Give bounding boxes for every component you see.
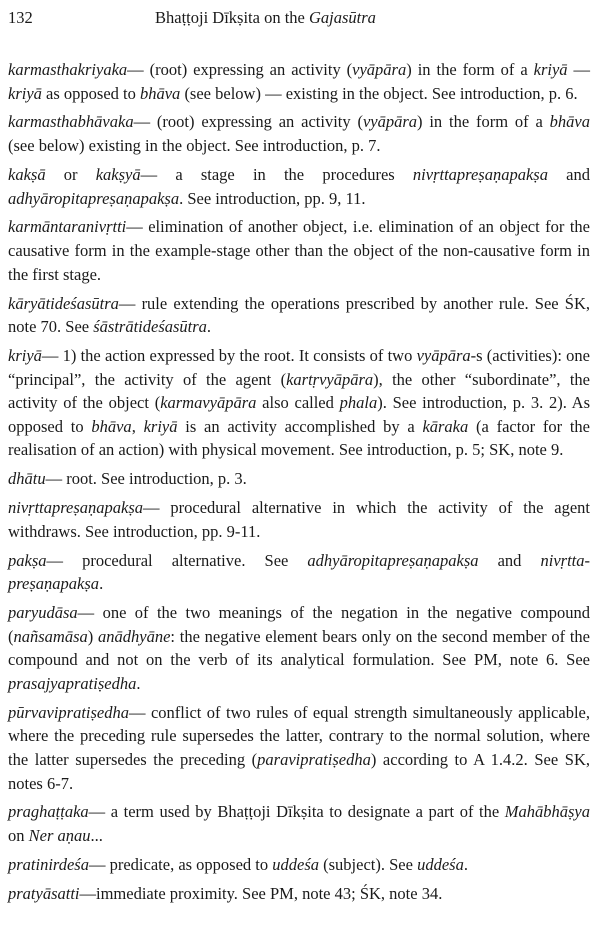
italic-reference: uddeśa xyxy=(272,854,320,874)
glossary-entry xyxy=(8,853,590,877)
glossary-term: pūrvavipratiṣedha xyxy=(8,702,129,722)
glossary-entry xyxy=(8,58,590,105)
running-header xyxy=(8,8,590,36)
italic-reference: vyāpāra xyxy=(416,346,471,366)
glossary-term: pratyāsatti xyxy=(8,883,80,903)
glossary-term: kriyā xyxy=(8,346,42,366)
definition-text: — a stage in the procedures xyxy=(140,164,413,184)
definition-text: — procedural alternative in which the activity of the agent withdraws. See introduction, pp. 9-11. xyxy=(8,498,590,541)
definition-text: (subject). See xyxy=(319,854,418,874)
italic-reference: kartṛvyāpāra xyxy=(286,369,374,389)
glossary-term: praghaṭṭaka xyxy=(8,802,89,822)
definition-text: ... xyxy=(90,826,103,846)
definition-text: ) xyxy=(87,626,98,646)
glossary-entry xyxy=(8,800,590,847)
definition-text: ) in the form of a xyxy=(406,60,534,79)
definition-text: — (root) expressing an activity ( xyxy=(133,112,363,132)
italic-reference: vyāpāra xyxy=(362,112,418,132)
definition-text: , xyxy=(131,416,144,436)
glossary-entry xyxy=(8,163,590,210)
glossary-term: karmasthakriyaka xyxy=(8,60,128,79)
running-title-text: Bhaṭṭoji Dīkṣita on the xyxy=(155,8,309,27)
definition-text: — a term used by Bhaṭṭoji Dīkṣita to designate a part of the xyxy=(88,802,505,822)
definition-text: — rule extending the operations prescribed by another rule. See ŚK, note 70. See xyxy=(8,293,590,337)
definition-text: . xyxy=(99,574,104,594)
italic-reference: vyāpāra xyxy=(352,60,407,79)
italic-reference: kriyā xyxy=(8,83,42,103)
definition-text: is an activity accomplished by a xyxy=(177,416,423,436)
glossary-entry xyxy=(8,882,590,906)
glossary-term: pratinirdeśa xyxy=(8,854,89,874)
definition-text: (see below) — existing in the object. See introduction, p. 6. xyxy=(180,83,578,103)
definition-text: and xyxy=(547,164,590,184)
glossary-term: karmasthabhāvaka xyxy=(8,112,134,132)
definition-text: -s (activities): one “principal”, the activity of the agent ( xyxy=(8,346,590,389)
glossary-entry xyxy=(8,601,590,695)
definition-text: — (root) expressing an activity ( xyxy=(127,60,353,79)
glossary-term: kakṣā xyxy=(8,164,46,184)
definition-text: — one of the two meanings of the negation in the negative compound ( xyxy=(8,603,590,646)
italic-reference: prasajyapratiṣedha xyxy=(8,673,137,693)
glossary-term: paryudāsa xyxy=(8,603,78,623)
italic-reference: paravipratiṣedha xyxy=(257,750,371,769)
italic-reference: adhyāropitapreṣaṇapakṣa xyxy=(8,188,180,208)
definition-text: . xyxy=(136,673,141,693)
italic-reference: Mahābhāṣya xyxy=(504,802,590,822)
italic-reference: kriyā xyxy=(533,60,568,79)
running-title xyxy=(155,8,376,28)
glossary-entry xyxy=(8,344,590,462)
italic-reference: kriyā xyxy=(143,416,178,436)
glossary-entry xyxy=(8,496,590,543)
glossary-term: nivṛttapreṣaṇapakṣa xyxy=(8,498,144,518)
glossary-entry xyxy=(8,549,590,596)
italic-reference: bhāva xyxy=(549,112,590,132)
definition-text: . xyxy=(206,317,212,337)
italic-reference: kāraka xyxy=(422,416,469,436)
definition-text: ) according to A 1.4.2. See SK, notes 6-7. xyxy=(8,750,591,793)
glossary-term: kāryātideśasūtra xyxy=(8,293,119,313)
definition-text: — 1) the action expressed by the root. It consists of two xyxy=(41,346,417,366)
definition-text: on xyxy=(8,826,29,846)
definition-text: ) in the form of a xyxy=(417,112,550,132)
glossary-entry xyxy=(8,467,590,491)
definition-text: . See introduction, pp. 9, 11. xyxy=(179,188,366,208)
italic-reference: phala xyxy=(339,393,378,413)
italic-reference: adhyāropitapreṣaṇapakṣa xyxy=(307,550,479,570)
italic-reference: karmavyāpāra xyxy=(160,393,257,413)
definition-text: . xyxy=(463,854,468,874)
glossary-entry xyxy=(8,701,590,795)
definition-text: also called xyxy=(256,393,340,413)
glossary-entry xyxy=(8,215,590,286)
definition-text: — xyxy=(567,60,590,79)
italic-reference: kakṣyā xyxy=(95,164,141,184)
definition-text: — elimination of another object, i.e. elimination of an object for the causative form in the example-stage other than the object of the non-causative form in the first stage. xyxy=(8,217,590,284)
glossary-entries xyxy=(8,58,590,905)
definition-text: ), the other “subordinate”, the activity of the object ( xyxy=(8,369,591,413)
glossary-term: dhātu xyxy=(8,469,46,489)
italic-reference: Ner aṇau xyxy=(28,826,91,846)
definition-text: —immediate proximity. See PM, note 43; ŚK, note 34. xyxy=(79,883,443,903)
definition-text: — conflict of two rules of equal strength simultaneously applicable, where the preceding rule supersedes the latter, contrary to the normal solution, where the latter supersedes the preceding ( xyxy=(8,702,590,769)
page-number: 132 xyxy=(8,8,33,27)
italic-reference: bhāva xyxy=(139,83,181,103)
definition-text: (a factor for the realisation of an action) with physical movement. See introduction, p. 5; SK, note 9. xyxy=(8,416,591,460)
italic-reference: śāstrātideśasūtra xyxy=(93,317,207,337)
definition-text: and xyxy=(478,550,541,570)
italic-reference: nivṛtta-preṣaṇapakṣa xyxy=(8,550,591,594)
glossary-entry xyxy=(8,110,590,157)
definition-text: or xyxy=(45,164,96,184)
definition-text: (see below) existing in the object. See introduction, p. 7. xyxy=(8,136,381,156)
glossary-term: pakṣa xyxy=(8,550,47,570)
italic-reference: bhāva xyxy=(91,416,132,436)
definition-text: — root. See introduction, p. 3. xyxy=(45,469,247,489)
italic-reference: uddeśa xyxy=(417,854,464,874)
definition-text: — predicate, as opposed to xyxy=(88,854,273,874)
italic-reference: nañsamāsa xyxy=(13,626,88,646)
glossary-term: karmāntaranivṛtti xyxy=(8,217,127,237)
glossary-entry xyxy=(8,292,590,339)
definition-text: — procedural alternative. See xyxy=(46,550,308,570)
definition-text: as opposed to xyxy=(41,83,140,103)
italic-reference: anādhyāne xyxy=(98,626,171,646)
definition-text: ). See introduction, p. 3. 2). As opposed to xyxy=(8,393,590,436)
italic-reference: nivṛttapreṣaṇapakṣa xyxy=(412,164,548,184)
running-title-work: Gajasūtra xyxy=(309,8,376,27)
definition-text: : the negative element bears only on the second member of the compound and not on the verb of its analytical formulation. See PM, note 6. See xyxy=(8,626,590,670)
